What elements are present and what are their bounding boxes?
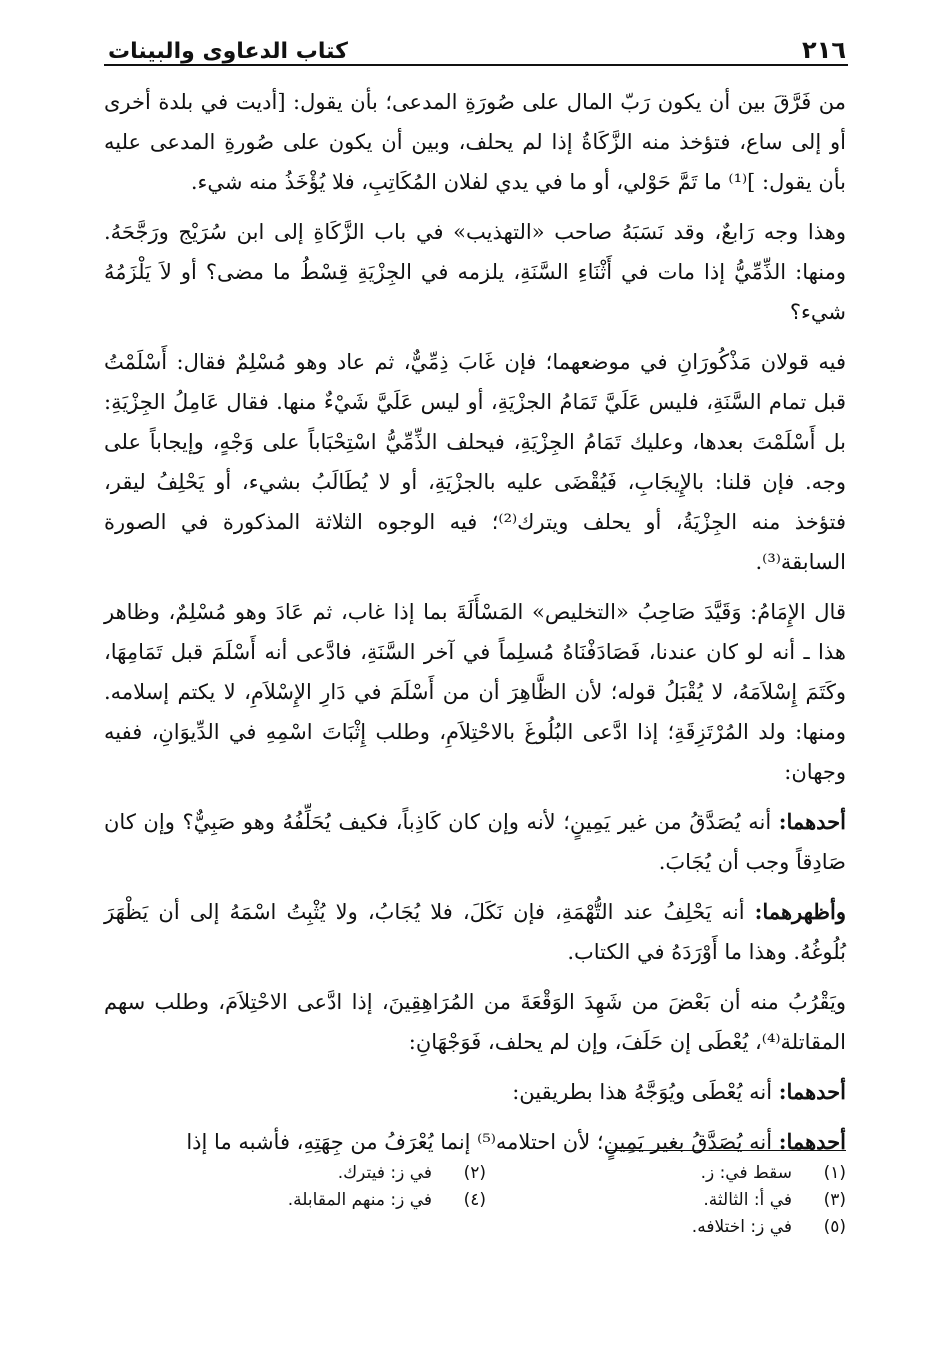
paragraph — [104, 342, 846, 582]
header-rule — [104, 64, 848, 66]
paragraph-text: وهذا وجه رَابعٌ، وقد نَسَبَهُ صاحب «التهذيب» في باب الزَّكَاةِ إلى ابن سُرَيْج ورَجَّحَهُ. ومنها: الذِّمِّيُّ إذا مات في أَثْنَاءِ السَّنَةِ، يلزمه في الجِزْيَةِ قِسْطُ ما مضى؟ أو لاَ يَلْزَمُهُ شيء؟ — [104, 220, 846, 324]
paragraph-text: أنه يَحْلِفُ عند التُّهْمَةِ، فإن نَكَلَ، فلا يُجَابُ، ولا يُثْبِتُ اسْمَهُ إلى أن يَظْهَرَ بُلُوغُهُ. وهذا ما أَوْرَدَهُ في الكتاب. — [104, 900, 846, 964]
page-header — [108, 28, 846, 64]
footnotes — [104, 1160, 846, 1241]
paragraph-text: أنه يُصَدَّقُ من غير يَمِينٍ؛ لأنه وإن كان كَاذِباً، فكيف يُحَلِّفُهُ وهو صَبِيٌّ؟ وإن كان صَادِقاً وجب أن يُجَابَ. — [104, 810, 846, 874]
footnote — [486, 1187, 846, 1214]
page-number: ٢١٦ — [802, 36, 846, 64]
paragraph — [104, 1072, 846, 1112]
footnote-mark: (١) — [823, 1163, 846, 1183]
footnote — [126, 1187, 486, 1214]
footnote-row — [104, 1214, 846, 1241]
paragraph — [104, 1122, 846, 1162]
paragraph-text: أنه يُعْطَى ويُوَجَّهُ هذا بطريقين: — [512, 1080, 773, 1104]
footnote-text: سقط في: ز. — [700, 1163, 792, 1183]
paragraph — [104, 802, 846, 882]
paragraph-lead: أحدهما: — [778, 1129, 846, 1154]
paragraph-text: ويَقْرُبُ منه أن بَعْضَ من شَهِدَ الوَقْعَةَ من المُرَاهِقِينَ، إذا ادَّعى الاحْتِلاَمَ، وطلب سهم المقاتلة⁽⁴⁾، يُعْطَى إن حَلَفَ، وإن لم يحلف، فَوَجْهَانِ: — [104, 990, 846, 1054]
paragraph — [104, 592, 846, 792]
paragraph-text: أنه يُصَدَّقُ بغير يَمِينٍ؛ لأن احتلامه⁽⁵⁾ إنما يُعْرَفُ من جِهَتِهِ، فأشبه ما إذا — [186, 1130, 773, 1154]
footnote — [126, 1160, 486, 1187]
paragraph-lead: أحدهما: — [778, 809, 846, 834]
footnote-mark: (٣) — [823, 1190, 846, 1210]
footnote — [486, 1214, 846, 1241]
paragraph-text: من فَرَّقَ بين أن يكون رَبّ المال على صُورَةِ المدعى؛ بأن يقول: [أديت في بلدة أخرى أو إلى ساع، فتؤخذ منه الزَّكَاةُ إذا لم يحلف، وبين أن يكون على صُورةِ المدعى عليه بأن يقول: ]⁽¹⁾ ما تَمَّ حَوْلي، أو ما في يدي لفلان المُكَاتِبِ، فلا يُؤْخَذُ منه شيء. — [104, 90, 846, 194]
footnote — [486, 1160, 846, 1187]
footnote-rule — [606, 1150, 846, 1151]
paragraph-lead: أحدهما: — [778, 1079, 846, 1104]
paragraph-text: فيه قولان مَذْكُورَانِ في موضعهما؛ فإن غَابَ ذِمِّيٌّ، ثم عاد وهو مُسْلِمٌ فقال: أَسْلَمْتُ قبل تمام السَّنَةِ، فليس عَلَيَّ تَمَامُ الجزْيَةِ، أو ليس عَلَيَّ شَيْءٌ منها. فقال عَامِلُ الجِزْيَةِ: بل أَسْلَمْتَ بعدها، وعليك تَمَامُ الجِزْيَةِ، فيحلف الذِّمِّيُّ اسْتِحْبَاباً على وَجْهٍ، وإيجاباً على وجه. فإن قلنا: بالإِيجَابِ، فَيُقْضَى عليه بالجزْيَةِ، أو لا يُطَالَبُ بشيء، أو يَحْلِفُ ليقر، فتؤخذ منه الجِزْيَةُ، أو يحلف ويترك⁽²⁾؛ فيه الوجوه الثلاثة المذكورة في الصورة السابقة⁽³⁾. — [104, 350, 846, 574]
paragraph — [104, 982, 846, 1062]
footnote-row — [104, 1187, 846, 1214]
paragraph-lead: وأظهرهما: — [754, 899, 846, 924]
footnote-text: في أ: الثالثة. — [703, 1190, 792, 1210]
paragraph — [104, 892, 846, 972]
paragraph — [104, 82, 846, 202]
footnote-mark: (٥) — [823, 1217, 846, 1237]
footnote-row — [104, 1160, 846, 1187]
footnote-text: في ز: فيترك. — [337, 1163, 432, 1183]
footnote-mark: (٢) — [463, 1163, 486, 1183]
paragraph-text: قال الإِمَامُ: وَقَيَّدَ صَاحِبُ «التخليص» المَسْأَلَةَ بما إذا غاب، ثم عَادَ وهو مُسْلِمٌ، وظاهر هذا ـ أنه لو كان عندنا، فَصَادَفْنَاهُ مُسلِماً في آخر السَّنَةِ، فادَّعى أنه أَسْلَمَ قبل تَمَامِهَا، وكَتَمَ إِسْلاَمَهُ، لا يُقْبَلُ قوله؛ لأن الظَّاهِرَ أن من أَسْلَمَ في دَارِ الإِسْلاَمِ، لا يكتم إسلامه. ومنها: ولد المُرْتَزِقَةِ؛ إذا ادَّعى البُلُوغَ بالاحْتِلاَمِ، وطلب إِثْبَاتَ اسْمِهِ في الدِّيوَانِ، ففيه وجهان: — [104, 600, 846, 784]
running-title: كتاب الدعاوى والبينات — [108, 39, 348, 64]
main-text — [104, 82, 846, 1172]
paragraph — [104, 212, 846, 332]
footnote-mark: (٤) — [463, 1190, 486, 1210]
footnote-text: في ز: منهم المقابلة. — [287, 1190, 432, 1210]
footnote-text: في ز: اختلافه. — [691, 1217, 792, 1237]
